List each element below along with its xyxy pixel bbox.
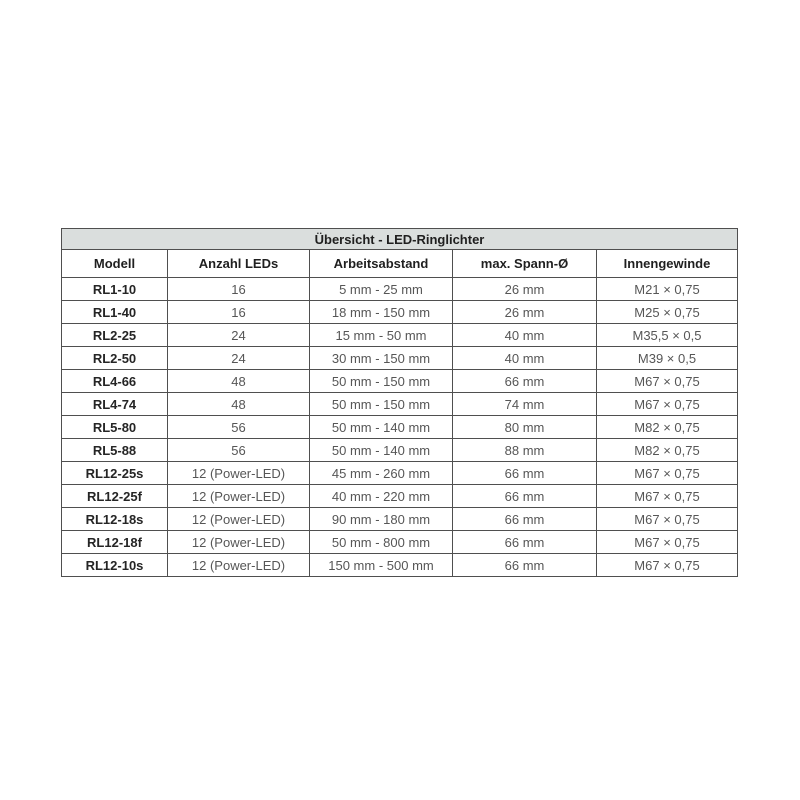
model-cell: RL12-10s (62, 554, 168, 577)
value-cell: 12 (Power-LED) (168, 554, 310, 577)
table-row (62, 370, 738, 393)
value-cell: 56 (168, 439, 310, 462)
table-row (62, 462, 738, 485)
value-cell: 88 mm (453, 439, 597, 462)
value-cell: 26 mm (453, 301, 597, 324)
model-cell: RL12-25f (62, 485, 168, 508)
value-cell: M67 × 0,75 (597, 462, 738, 485)
value-cell: 24 (168, 324, 310, 347)
value-cell: M67 × 0,75 (597, 531, 738, 554)
table-row (62, 531, 738, 554)
value-cell: 26 mm (453, 278, 597, 301)
value-cell: M67 × 0,75 (597, 485, 738, 508)
value-cell: M82 × 0,75 (597, 439, 738, 462)
value-cell: M39 × 0,5 (597, 347, 738, 370)
value-cell: M25 × 0,75 (597, 301, 738, 324)
model-cell: RL1-10 (62, 278, 168, 301)
value-cell: M67 × 0,75 (597, 370, 738, 393)
value-cell: 12 (Power-LED) (168, 485, 310, 508)
table-row (62, 278, 738, 301)
value-cell: 45 mm - 260 mm (310, 462, 453, 485)
table-row (62, 439, 738, 462)
value-cell: 66 mm (453, 508, 597, 531)
value-cell: 40 mm (453, 347, 597, 370)
value-cell: 50 mm - 140 mm (310, 416, 453, 439)
value-cell: 66 mm (453, 531, 597, 554)
model-cell: RL2-50 (62, 347, 168, 370)
value-cell: 15 mm - 50 mm (310, 324, 453, 347)
model-cell: RL4-66 (62, 370, 168, 393)
table-title-row (62, 229, 738, 250)
value-cell: 40 mm - 220 mm (310, 485, 453, 508)
value-cell: 24 (168, 347, 310, 370)
table-row (62, 301, 738, 324)
value-cell: 30 mm - 150 mm (310, 347, 453, 370)
table-row (62, 324, 738, 347)
model-cell: RL1-40 (62, 301, 168, 324)
value-cell: 48 (168, 393, 310, 416)
value-cell: M82 × 0,75 (597, 416, 738, 439)
value-cell: 66 mm (453, 554, 597, 577)
column-header-arbeitsabstand: Arbeitsabstand (310, 250, 453, 278)
column-header-modell: Modell (62, 250, 168, 278)
led-ringlight-overview-table (61, 228, 738, 577)
value-cell: 16 (168, 301, 310, 324)
table-row (62, 347, 738, 370)
value-cell: 12 (Power-LED) (168, 531, 310, 554)
table-row (62, 485, 738, 508)
value-cell: 18 mm - 150 mm (310, 301, 453, 324)
value-cell: M67 × 0,75 (597, 393, 738, 416)
value-cell: 90 mm - 180 mm (310, 508, 453, 531)
value-cell: 5 mm - 25 mm (310, 278, 453, 301)
value-cell: 16 (168, 278, 310, 301)
value-cell: 12 (Power-LED) (168, 508, 310, 531)
value-cell: 48 (168, 370, 310, 393)
model-cell: RL5-88 (62, 439, 168, 462)
value-cell: M67 × 0,75 (597, 554, 738, 577)
table-header-row (62, 250, 738, 278)
value-cell: 74 mm (453, 393, 597, 416)
value-cell: 66 mm (453, 485, 597, 508)
value-cell: 50 mm - 150 mm (310, 370, 453, 393)
table-title: Übersicht - LED-Ringlichter (62, 229, 738, 250)
value-cell: 56 (168, 416, 310, 439)
model-cell: RL2-25 (62, 324, 168, 347)
value-cell: 50 mm - 140 mm (310, 439, 453, 462)
value-cell: M21 × 0,75 (597, 278, 738, 301)
value-cell: 66 mm (453, 462, 597, 485)
table-row (62, 416, 738, 439)
model-cell: RL5-80 (62, 416, 168, 439)
model-cell: RL4-74 (62, 393, 168, 416)
model-cell: RL12-25s (62, 462, 168, 485)
value-cell: 80 mm (453, 416, 597, 439)
table-row (62, 393, 738, 416)
value-cell: M35,5 × 0,5 (597, 324, 738, 347)
column-header-innengewinde: Innengewinde (597, 250, 738, 278)
table-row (62, 508, 738, 531)
value-cell: M67 × 0,75 (597, 508, 738, 531)
value-cell: 40 mm (453, 324, 597, 347)
model-cell: RL12-18s (62, 508, 168, 531)
column-header-anzahl-leds: Anzahl LEDs (168, 250, 310, 278)
value-cell: 50 mm - 800 mm (310, 531, 453, 554)
column-header-max-spann: max. Spann-Ø (453, 250, 597, 278)
model-cell: RL12-18f (62, 531, 168, 554)
table-body (62, 278, 738, 577)
value-cell: 150 mm - 500 mm (310, 554, 453, 577)
table-row (62, 554, 738, 577)
value-cell: 50 mm - 150 mm (310, 393, 453, 416)
value-cell: 12 (Power-LED) (168, 462, 310, 485)
value-cell: 66 mm (453, 370, 597, 393)
